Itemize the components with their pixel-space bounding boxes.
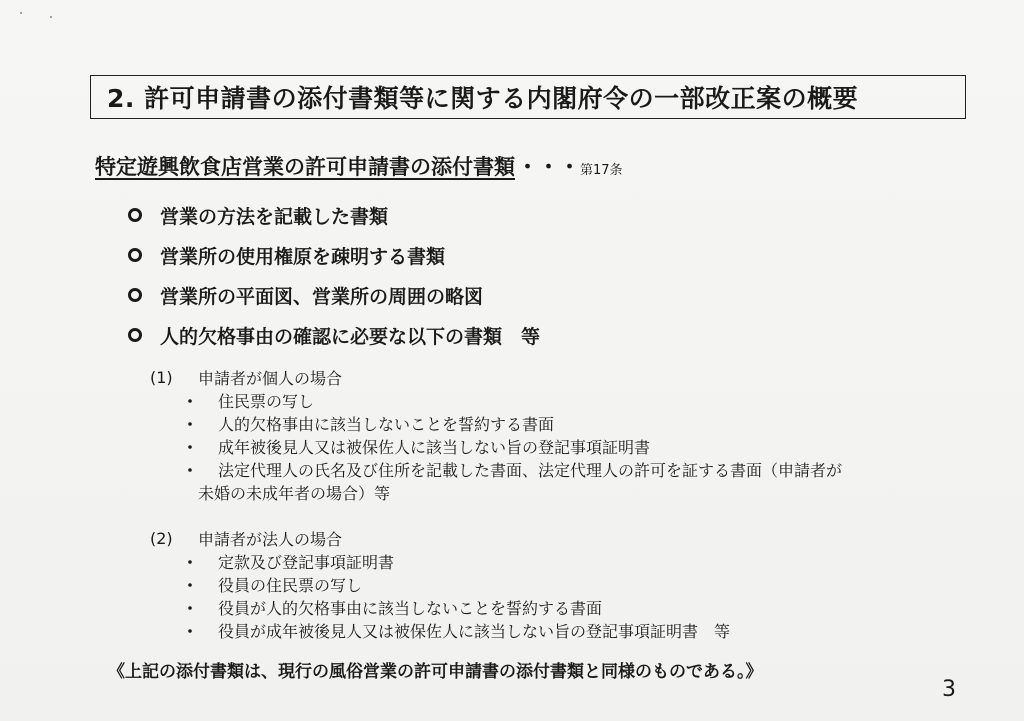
sub-list-item-text: 役員の住民票の写し [218,576,363,595]
article-reference: 第17条 [580,163,623,178]
sub-list-item-continuation: 未婚の未成年者の場合）等 [198,484,391,503]
dot-bullet-icon: ・ [182,415,199,434]
dot-bullet-icon: ・ [182,438,199,457]
dot-bullet-icon: ・ [182,576,199,595]
sub-list-item-text: 住民票の写し [218,392,315,411]
list-item [128,315,540,355]
sub-list-item [150,550,730,573]
dot-bullet-icon: ・ [182,392,199,411]
dot-bullet-icon: ・ [182,461,199,480]
footer-note: 《上記の添付書類は、現行の風俗営業の許可申請書の添付書類と同様のものである。》 [108,662,763,682]
sub-list-item-text: 定款及び登記事項証明書 [218,553,395,572]
subsection-number: (1) [150,368,173,387]
document-list [128,195,540,355]
list-item-text: 営業所の平面図、営業所の周囲の略図 [160,285,484,308]
circle-bullet-icon [128,248,142,262]
list-item-text: 営業の方法を記載した書類 [160,205,389,228]
page-title: 2. 許可申請書の添付書類等に関する内閣府令の一部改正案の概要 [90,75,966,119]
dot-bullet-icon: ・ [182,622,199,641]
sub-list-item-text: 役員が人的欠格事由に該当しないことを誓約する書面 [218,599,603,618]
sub-list-item-text: 法定代理人の氏名及び住所を記載した書面、法定代理人の許可を証する書面（申請者が [218,461,843,480]
sub-list-item-text: 役員が成年被後見人又は被保佐人に該当しない旨の登記事項証明書 等 [218,622,731,641]
sub-list-item [150,389,842,412]
list-item [128,275,540,315]
list-item-text: 営業所の使用権原を疎明する書類 [160,245,446,268]
list-item [128,195,540,235]
list-item-text: 人的欠格事由の確認に必要な以下の書類 等 [160,325,541,348]
sub-list-item [150,573,730,596]
dot-bullet-icon: ・ [182,553,199,572]
section-heading-text: 特定遊興飲食店営業の許可申請書の添付書類 [95,155,515,179]
sub-list-item-text: 成年被後見人又は被保佐人に該当しない旨の登記事項証明書 [218,438,651,457]
scan-speck [20,12,22,14]
sub-list-item [150,596,730,619]
subsection-title: 申請者が個人の場合 [198,369,343,388]
circle-bullet-icon [128,208,142,222]
subsection-heading [150,527,730,550]
dot-bullet-icon: ・ [182,599,199,618]
page-number: 3 [942,677,956,702]
section-heading-dots: ・・・ [517,155,580,179]
list-item [128,235,540,275]
subsection-corporation [150,527,730,642]
scan-speck [50,16,52,18]
sub-list-item [150,458,842,481]
circle-bullet-icon [128,328,142,342]
subsection-number: (2) [150,529,173,548]
subsection-individual [150,366,842,504]
sub-list-item [150,412,842,435]
subsection-heading [150,366,842,389]
circle-bullet-icon [128,288,142,302]
sub-list-item-text: 人的欠格事由に該当しないことを誓約する書面 [218,415,555,434]
subsection-title: 申請者が法人の場合 [198,530,343,549]
section-heading [95,151,623,181]
sub-list-item [150,435,842,458]
sub-list-item [150,619,730,642]
